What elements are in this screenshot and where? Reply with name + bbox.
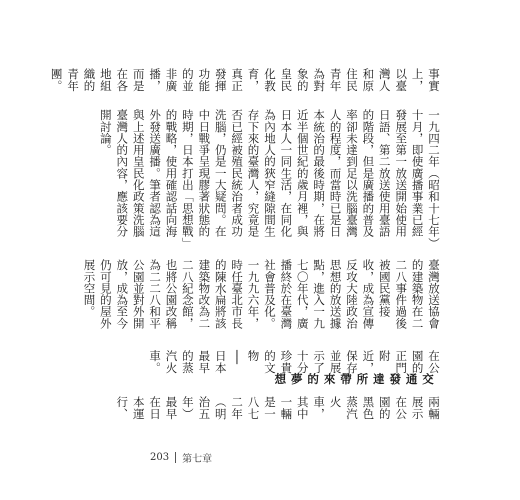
chapter-label: 第七章: [182, 454, 213, 465]
paragraph-steam-trains: 兩輛展示在公園的黑色蒸汽火車，其中一輛是一八七二年（明治五年）最早在日本運行、: [115, 396, 441, 420]
paragraph-intro: 事實上，以臺灣人和原住民青年為對象的皇民化教育，真正發揮功能的並非廣播，而是在各地組織的青年團。: [49, 68, 441, 92]
footer-divider: [175, 452, 176, 463]
paragraph-broadcast-1942: 一九四二年（昭和十七年）十月，即使廣播事業已經發展至第一放送開始使用日語、第二放送使用臺語的階段，但是廣播的普及率卻未達到足以洗腦臺灣人的程度，而當時已是日本統治的最後時期，在將近半個世紀的歲月裡，與日本人一同生活，在同化為內地人的狹窄縫隙間生存下來的臺灣人，究竟是否已經被殖民統治者成功洗腦，仍是一大疑問。在中日戰爭呈現膠著狀態的時期，日本打出「思想戰」的戰略，使用確認話向海外發送廣播。筆者認為這與上述用皇民化政策洗腦臺灣人的內容，應該要分開討論。: [98, 108, 441, 243]
paragraph-broadcast-association: 臺灣放送協會的建築物在二二八事件過後被國民黨接收，成為宣傳反攻大陸政治思想的放送據點，進入一九七〇年代，廣播終於在臺灣社會普及化。一九九六年，時任臺北市長的陳水扁將該建築物改為二二八紀念館，也將公園改稱為二二八和平公園並對外開放，成為至今仍可見的屋外展示空間。: [82, 258, 441, 329]
vertical-text-body: [48, 68, 442, 420]
page-footer: [150, 450, 212, 465]
section-heading: 交通發達所帶來的夢想: [273, 373, 435, 385]
paragraph-park-locomotive: 在公園的正門附近，保存並展示了十分珍貴的文物──日本最早的蒸汽火車。: [148, 349, 441, 374]
page-number: 203: [150, 452, 170, 463]
